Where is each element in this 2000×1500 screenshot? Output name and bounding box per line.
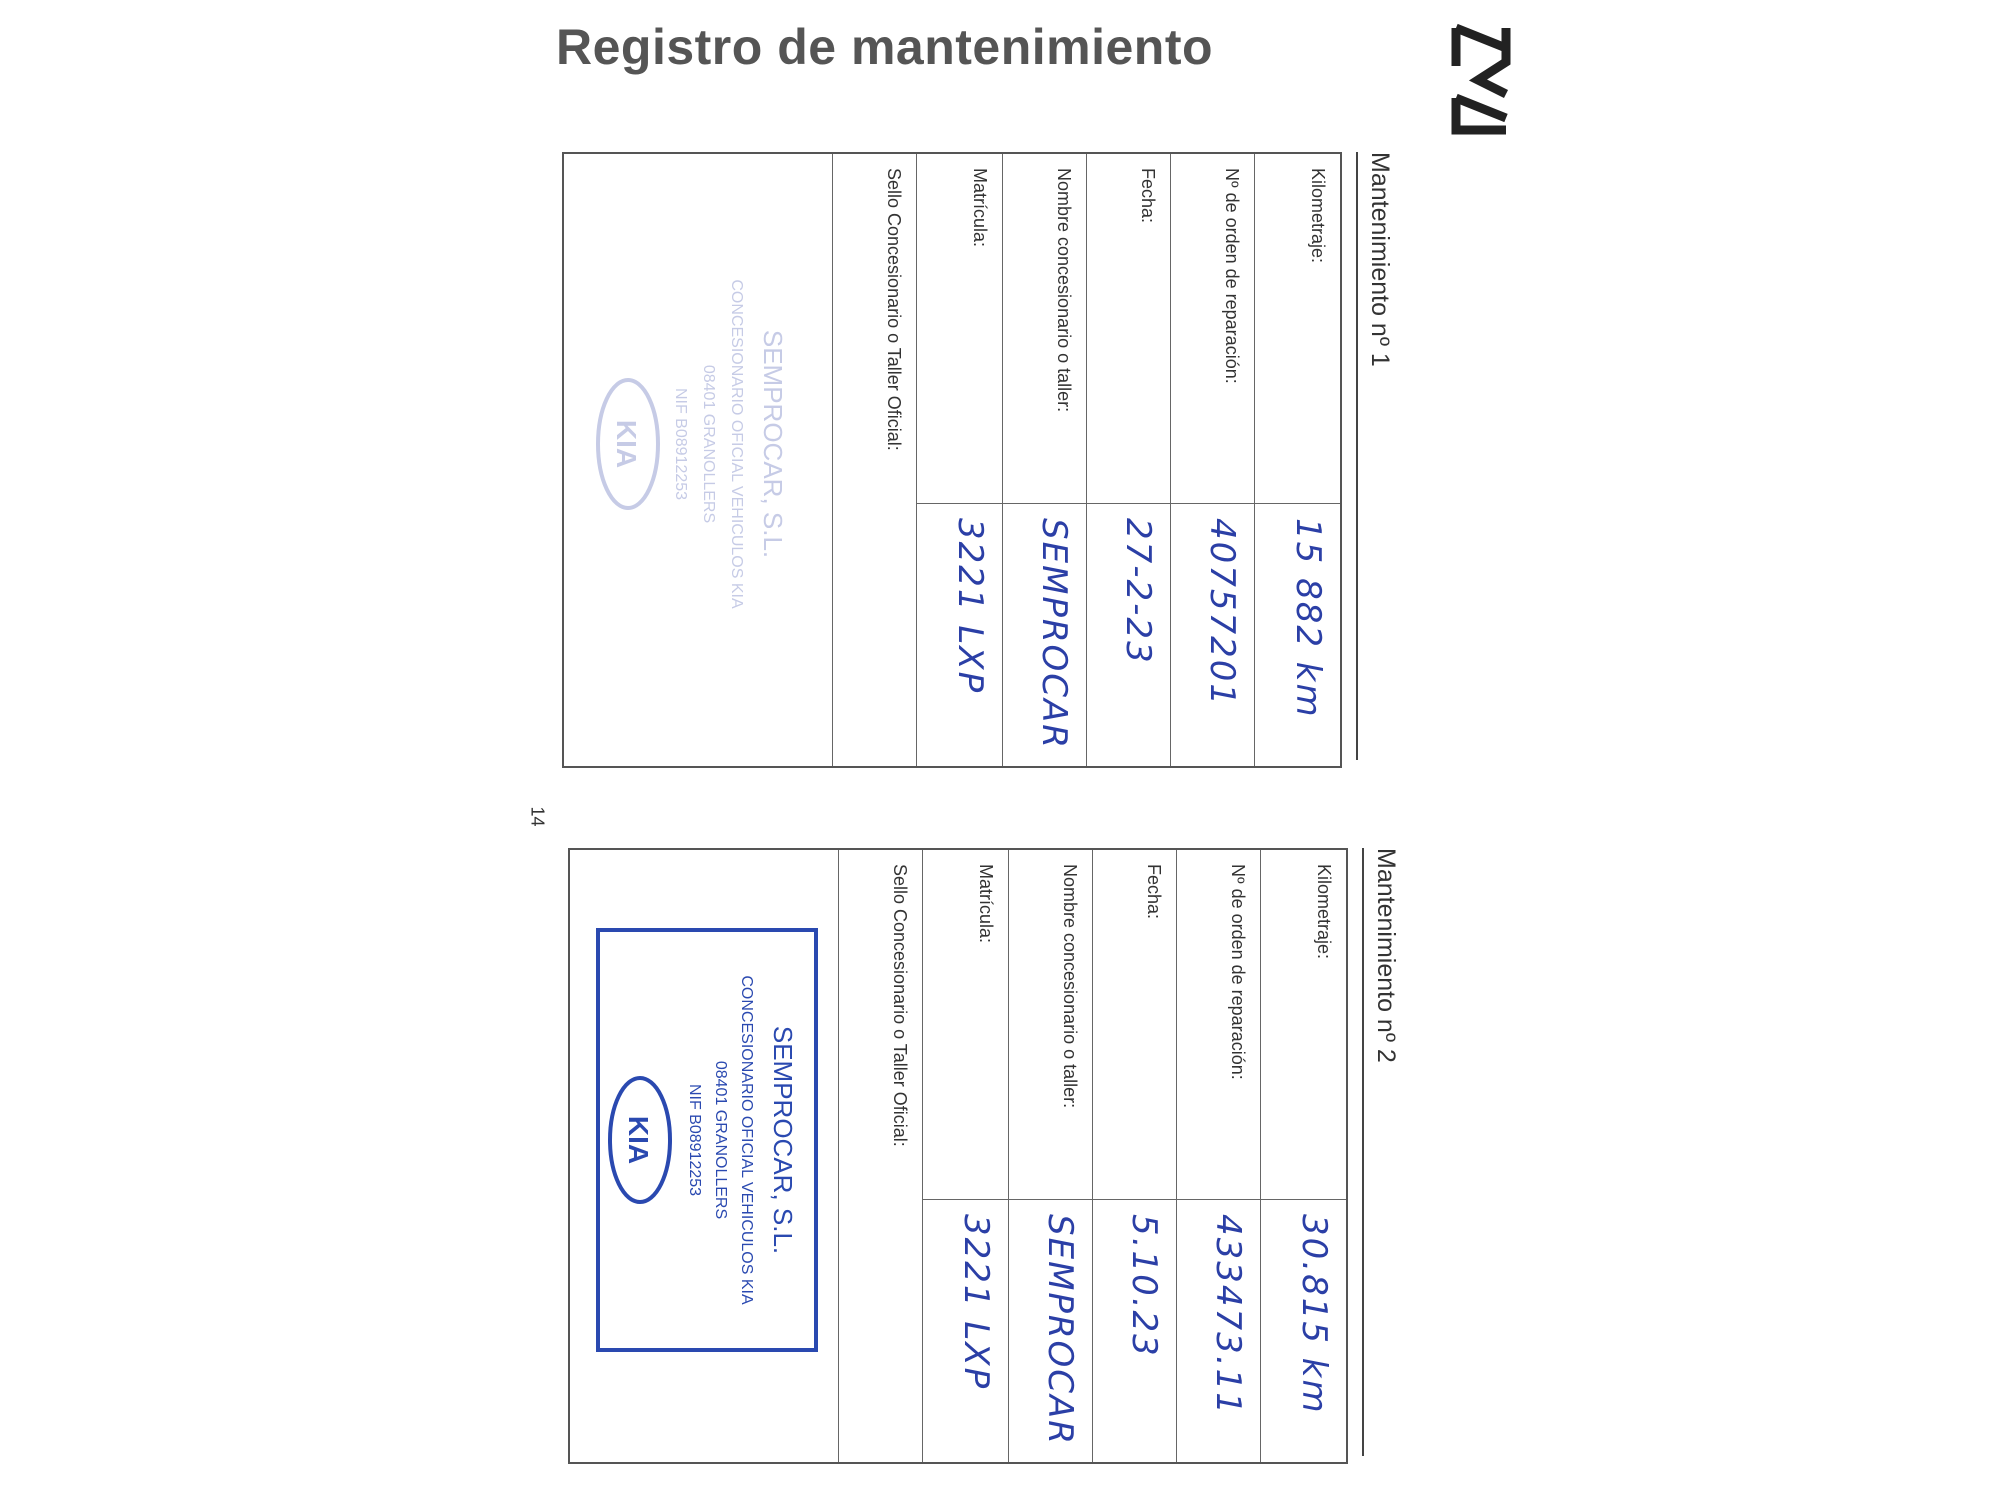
- row-orden: [1176, 850, 1260, 1462]
- label-fecha: Fecha:: [1093, 850, 1176, 1200]
- stamp-line2: 08401 GRANOLLERS: [700, 364, 717, 524]
- row-matricula: [916, 154, 1002, 766]
- value-fecha[interactable]: 5.10.23: [1124, 1214, 1164, 1358]
- stamp-area: [564, 154, 832, 766]
- label-matricula: Matrícula:: [917, 154, 1002, 504]
- title-rule: [1356, 152, 1358, 760]
- stamp-line2: 08401 GRANOLLERS: [712, 1060, 729, 1220]
- label-fecha: Fecha:: [1087, 154, 1170, 504]
- label-matricula: Matrícula:: [923, 850, 1008, 1200]
- value-kilometraje[interactable]: 30.815 km: [1294, 1214, 1334, 1415]
- stamp-area: [570, 850, 838, 1462]
- row-matricula: [922, 850, 1008, 1462]
- value-concesionario[interactable]: SEMPROCAR: [1040, 1214, 1080, 1446]
- record-title: Mantenimiento nº 1: [1366, 152, 1394, 367]
- record-1-wrapper: [558, 152, 1398, 772]
- maintenance-record-2: [564, 848, 1404, 1468]
- label-kilometraje: Kilometraje:: [1261, 850, 1346, 1200]
- row-orden: [1170, 154, 1254, 766]
- row-concesionario: [1008, 850, 1092, 1462]
- stamp-kia-text: KIA: [611, 419, 642, 469]
- value-concesionario[interactable]: SEMPROCAR: [1034, 518, 1074, 750]
- stamp-name: SEMPROCAR, S.L.: [758, 329, 788, 559]
- record-table: [568, 848, 1348, 1464]
- label-kilometraje: Kilometraje:: [1255, 154, 1340, 504]
- stamp-kia-text: KIA: [623, 1115, 654, 1165]
- row-kilometraje: [1260, 850, 1346, 1462]
- label-concesionario: Nombre concesionario o taller:: [1003, 154, 1086, 504]
- title-rule: [1362, 848, 1364, 1456]
- value-kilometraje[interactable]: 15 882 km: [1288, 518, 1328, 719]
- label-concesionario: Nombre concesionario o taller:: [1009, 850, 1092, 1200]
- record-title: Mantenimiento nº 2: [1372, 848, 1400, 1063]
- row-concesionario: [1002, 154, 1086, 766]
- row-sello: [832, 154, 916, 766]
- label-orden: Nº de orden de reparación:: [1171, 154, 1254, 504]
- row-kilometraje: [1254, 154, 1340, 766]
- page-title: Registro de mantenimiento: [556, 19, 1214, 75]
- stamp-line1: CONCESIONARIO OFICIAL VEHICULOS KIA: [738, 975, 755, 1305]
- stamp-nif: NIF B08912253: [672, 387, 689, 501]
- stamp-nif: NIF B08912253: [686, 1083, 703, 1197]
- record-2-wrapper: [564, 848, 1404, 1468]
- record-table: [562, 152, 1342, 768]
- kia-logo-icon: [1448, 22, 1512, 138]
- maintenance-record-1: [558, 152, 1398, 772]
- label-sello: Sello Concesionario o Taller Oficial:: [884, 168, 904, 451]
- value-matricula[interactable]: 3221 LXP: [956, 1214, 996, 1391]
- row-fecha: [1086, 154, 1170, 766]
- page-number: 14: [527, 805, 548, 827]
- value-matricula[interactable]: 3221 LXP: [950, 518, 990, 695]
- value-orden[interactable]: 433473.11: [1208, 1214, 1248, 1416]
- label-orden: Nº de orden de reparación:: [1177, 850, 1260, 1200]
- value-orden[interactable]: 40757201: [1202, 518, 1242, 708]
- row-fecha: [1092, 850, 1176, 1462]
- row-sello: [838, 850, 922, 1462]
- value-fecha[interactable]: 27-2-23: [1118, 518, 1158, 665]
- stamp-line1: CONCESIONARIO OFICIAL VEHICULOS KIA: [728, 279, 745, 609]
- label-sello: Sello Concesionario o Taller Oficial:: [890, 864, 910, 1147]
- dealer-stamp-faded: [586, 224, 816, 664]
- dealer-stamp: [592, 920, 822, 1360]
- stamp-name: SEMPROCAR, S.L.: [768, 1025, 798, 1255]
